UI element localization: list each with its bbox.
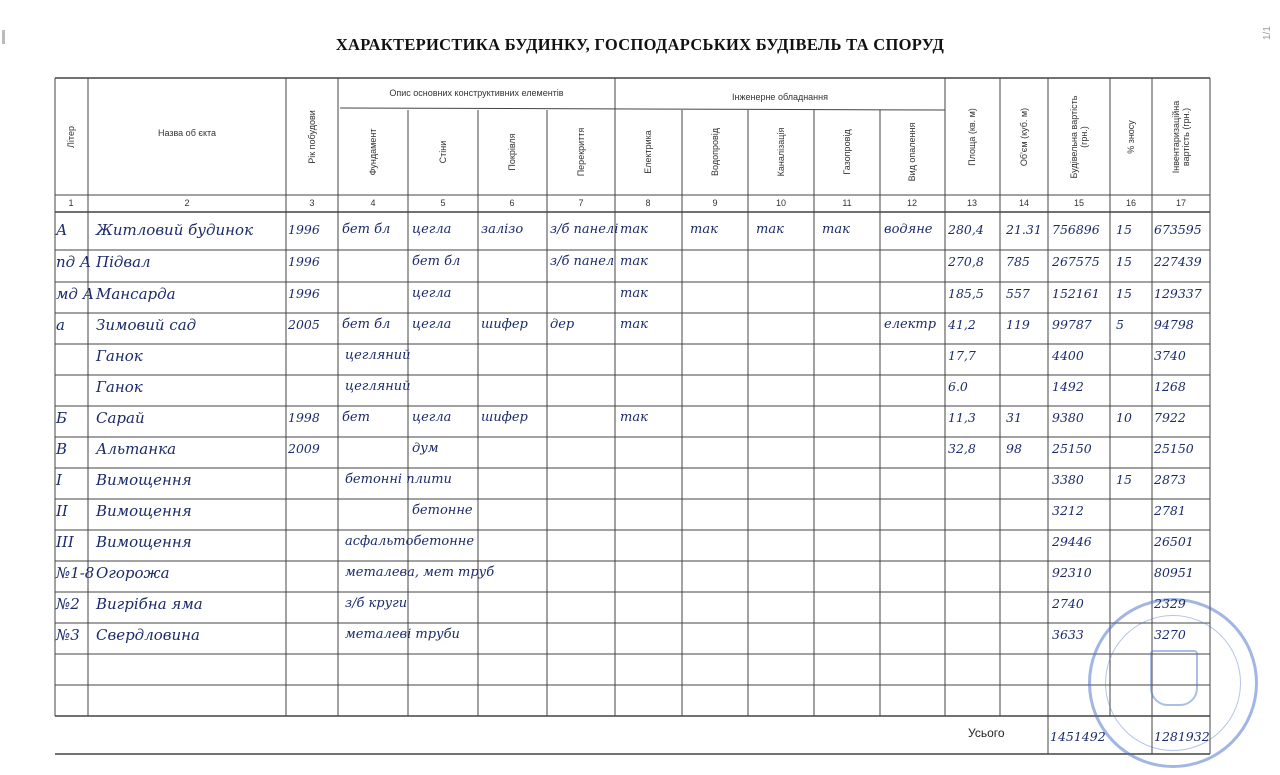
cell-walls: металеві труби	[345, 627, 460, 642]
header-gas: Газопровід	[842, 129, 852, 175]
cell-water: так	[690, 222, 718, 237]
cell-liter: мд А	[56, 285, 95, 303]
cell-wear: 15	[1116, 222, 1132, 237]
cell-inv-cost: 2781	[1154, 503, 1186, 518]
cell-build-cost: 3380	[1052, 472, 1084, 487]
cell-volume: 557	[1006, 286, 1030, 301]
cell-walls: цегла	[412, 317, 452, 332]
total-label: Усього	[968, 726, 1005, 740]
cell-heating: електр	[884, 317, 937, 332]
header-year: Рік побудови	[307, 110, 317, 164]
cell-walls: асфальтобетонне	[345, 534, 475, 549]
column-number: 13	[966, 198, 978, 208]
cell-name: Зимовий сад	[96, 316, 197, 334]
cell-liter: В	[56, 440, 68, 458]
cell-inv-cost: 26501	[1154, 534, 1194, 549]
cell-inv-cost: 2329	[1154, 596, 1186, 611]
header-foundation: Фундамент	[368, 128, 378, 176]
cell-area: 41,2	[948, 317, 976, 332]
cell-liter: №2	[56, 595, 80, 613]
cell-walls: з/б круги	[345, 596, 408, 611]
header-liter: Літер	[66, 126, 76, 148]
cell-walls: бетонне	[412, 503, 473, 518]
cell-electricity: так	[620, 317, 648, 332]
header-group-engineering: Інженерне обладнання	[731, 92, 828, 102]
cell-floors: дер	[550, 317, 575, 332]
cell-wear: 10	[1116, 410, 1132, 425]
cell-name: Вимощення	[96, 502, 192, 520]
column-number: 11	[842, 198, 852, 208]
header-heating: Вид опалення	[907, 122, 917, 182]
cell-inv-cost: 129337	[1154, 286, 1202, 301]
cell-area: 32,8	[948, 441, 976, 456]
header-wear: % зносу	[1126, 120, 1136, 154]
cell-build-cost: 3633	[1052, 627, 1084, 642]
cell-inv-cost: 94798	[1154, 317, 1194, 332]
cell-area: 270,8	[948, 254, 984, 269]
cell-inv-cost: 1268	[1154, 379, 1186, 394]
cell-inv-cost: 673595	[1154, 222, 1202, 237]
cell-build-cost: 1492	[1052, 379, 1084, 394]
cell-wear: 15	[1116, 286, 1132, 301]
cell-inv-cost: 25150	[1154, 441, 1194, 456]
header-electricity: Електрика	[643, 130, 653, 174]
cell-name: Свердловина	[96, 626, 200, 644]
cell-foundation: бет	[342, 410, 370, 425]
cell-build-cost: 152161	[1052, 286, 1100, 301]
cell-wear: 5	[1116, 317, 1124, 332]
cell-foundation: бет бл	[342, 317, 391, 332]
column-number: 17	[1175, 198, 1187, 208]
cell-floors: з/б панел	[550, 254, 615, 269]
cell-build-cost: 92310	[1052, 565, 1092, 580]
cell-name: Підвал	[96, 253, 151, 271]
column-number: 6	[509, 198, 515, 208]
cell-liter: Б	[56, 409, 68, 427]
cell-build-cost: 9380	[1052, 410, 1084, 425]
cell-volume: 119	[1006, 317, 1030, 332]
cell-roof: залізо	[481, 222, 524, 237]
cell-year: 2009	[288, 441, 320, 456]
header-floors: Перекриття	[576, 127, 586, 177]
cell-walls: цегла	[412, 286, 452, 301]
total-inv-cost: 1281932	[1154, 729, 1210, 744]
cell-heating: водяне	[884, 222, 933, 237]
cell-build-cost: 29446	[1052, 534, 1092, 549]
cell-liter: ІІІ	[56, 533, 74, 551]
cell-inv-cost: 2873	[1154, 472, 1186, 487]
cell-volume: 98	[1006, 441, 1022, 456]
cell-walls: бет бл	[412, 254, 461, 269]
cell-walls: цегляний	[345, 379, 411, 394]
cell-inv-cost: 80951	[1154, 565, 1194, 580]
cell-electricity: так	[620, 254, 648, 269]
cell-area: 11,3	[948, 410, 976, 425]
column-number: 5	[440, 198, 446, 208]
header-group-construction: Опис основних конструктивних елементів	[389, 88, 564, 98]
cell-liter: №3	[56, 626, 80, 644]
cell-walls: цегляний	[345, 348, 411, 363]
cell-inv-cost: 3740	[1154, 348, 1186, 363]
cell-build-cost: 4400	[1052, 348, 1084, 363]
cell-name: Ганок	[96, 378, 143, 396]
total-build-cost: 1451492	[1050, 729, 1106, 744]
cell-build-cost: 25150	[1052, 441, 1092, 456]
cell-foundation: бет бл	[342, 222, 391, 237]
cell-build-cost: 2740	[1052, 596, 1084, 611]
cell-roof: шифер	[481, 410, 528, 425]
column-number: 10	[775, 198, 787, 208]
cell-wear: 15	[1116, 472, 1132, 487]
cell-walls: металева, мет труб	[345, 565, 495, 580]
cell-area: 280,4	[948, 222, 984, 237]
header-inv-cost: Інвентаризаційна вартість (грн.)	[1171, 100, 1191, 174]
cell-inv-cost: 227439	[1154, 254, 1202, 269]
cell-gas: так	[822, 222, 850, 237]
header-roof: Покрівля	[507, 133, 517, 171]
cell-walls: дум	[412, 441, 439, 456]
header-walls: Стіни	[438, 140, 448, 164]
cell-area: 6.0	[948, 379, 968, 394]
cell-electricity: так	[620, 410, 648, 425]
cell-year: 1998	[288, 410, 320, 425]
column-number: 7	[578, 198, 584, 208]
cell-name: Вимощення	[96, 471, 192, 489]
cell-liter: І	[56, 471, 62, 489]
cell-inv-cost: 7922	[1154, 410, 1186, 425]
cell-build-cost: 267575	[1052, 254, 1100, 269]
column-number: 14	[1018, 198, 1030, 208]
cell-liter: а	[56, 316, 65, 334]
trident-emblem-icon	[1150, 650, 1198, 706]
cell-electricity: так	[620, 286, 648, 301]
cell-liter: №1-8	[56, 564, 95, 582]
column-number: 9	[712, 198, 718, 208]
column-number: 8	[645, 198, 651, 208]
header-sewer: Каналізація	[776, 127, 786, 177]
cell-year: 1996	[288, 286, 320, 301]
column-number: 2	[184, 198, 190, 208]
cell-volume: 21.31	[1006, 222, 1042, 237]
cell-liter: А	[56, 221, 68, 239]
cell-build-cost: 756896	[1052, 222, 1100, 237]
cell-year: 2005	[288, 317, 320, 332]
cell-sewer: так	[756, 222, 784, 237]
cell-roof: шифер	[481, 317, 528, 332]
cell-volume: 785	[1006, 254, 1030, 269]
cell-name: Вигрібна яма	[96, 595, 203, 613]
header-water: Водопровід	[710, 128, 720, 176]
header-name: Назва об єкта	[157, 128, 217, 138]
cell-build-cost: 3212	[1052, 503, 1084, 518]
cell-walls: цегла	[412, 222, 452, 237]
cell-electricity: так	[620, 222, 648, 237]
cell-area: 17,7	[948, 348, 976, 363]
cell-name: Ганок	[96, 347, 143, 365]
cell-walls: бетонні плити	[345, 472, 452, 487]
column-number: 12	[906, 198, 918, 208]
cell-name: Альтанка	[96, 440, 177, 458]
cell-wear: 15	[1116, 254, 1132, 269]
cell-name: Вимощення	[96, 533, 192, 551]
cell-year: 1996	[288, 222, 320, 237]
header-area: Площа (кв. м)	[967, 108, 977, 166]
cell-name: Огорожа	[96, 564, 170, 582]
column-number: 3	[309, 198, 315, 208]
cell-name: Житловий будинок	[96, 221, 254, 239]
cell-inv-cost: 3270	[1154, 627, 1186, 642]
cell-build-cost: 99787	[1052, 317, 1092, 332]
page-number: 1/1	[1262, 26, 1273, 40]
column-number: 4	[370, 198, 376, 208]
column-number: 1	[68, 198, 74, 208]
cell-walls: цегла	[412, 410, 452, 425]
header-volume: Об'єм (куб. м)	[1019, 107, 1029, 167]
cell-year: 1996	[288, 254, 320, 269]
page-title: ХАРАКТЕРИСТИКА БУДИНКУ, ГОСПОДАРСЬКИХ БУДІВЕЛЬ ТА СПОРУД	[335, 35, 945, 54]
column-number: 16	[1125, 198, 1137, 208]
cell-liter: ІІ	[56, 502, 68, 520]
cell-floors: з/б панелі	[550, 222, 619, 237]
cell-name: Мансарда	[96, 285, 176, 303]
column-number: 15	[1073, 198, 1085, 208]
cell-liter: пд А	[56, 253, 92, 271]
cell-volume: 31	[1006, 410, 1022, 425]
header-build-cost: Будівельна вартість (грн.)	[1069, 95, 1089, 179]
cell-area: 185,5	[948, 286, 984, 301]
cell-name: Сарай	[96, 409, 145, 427]
